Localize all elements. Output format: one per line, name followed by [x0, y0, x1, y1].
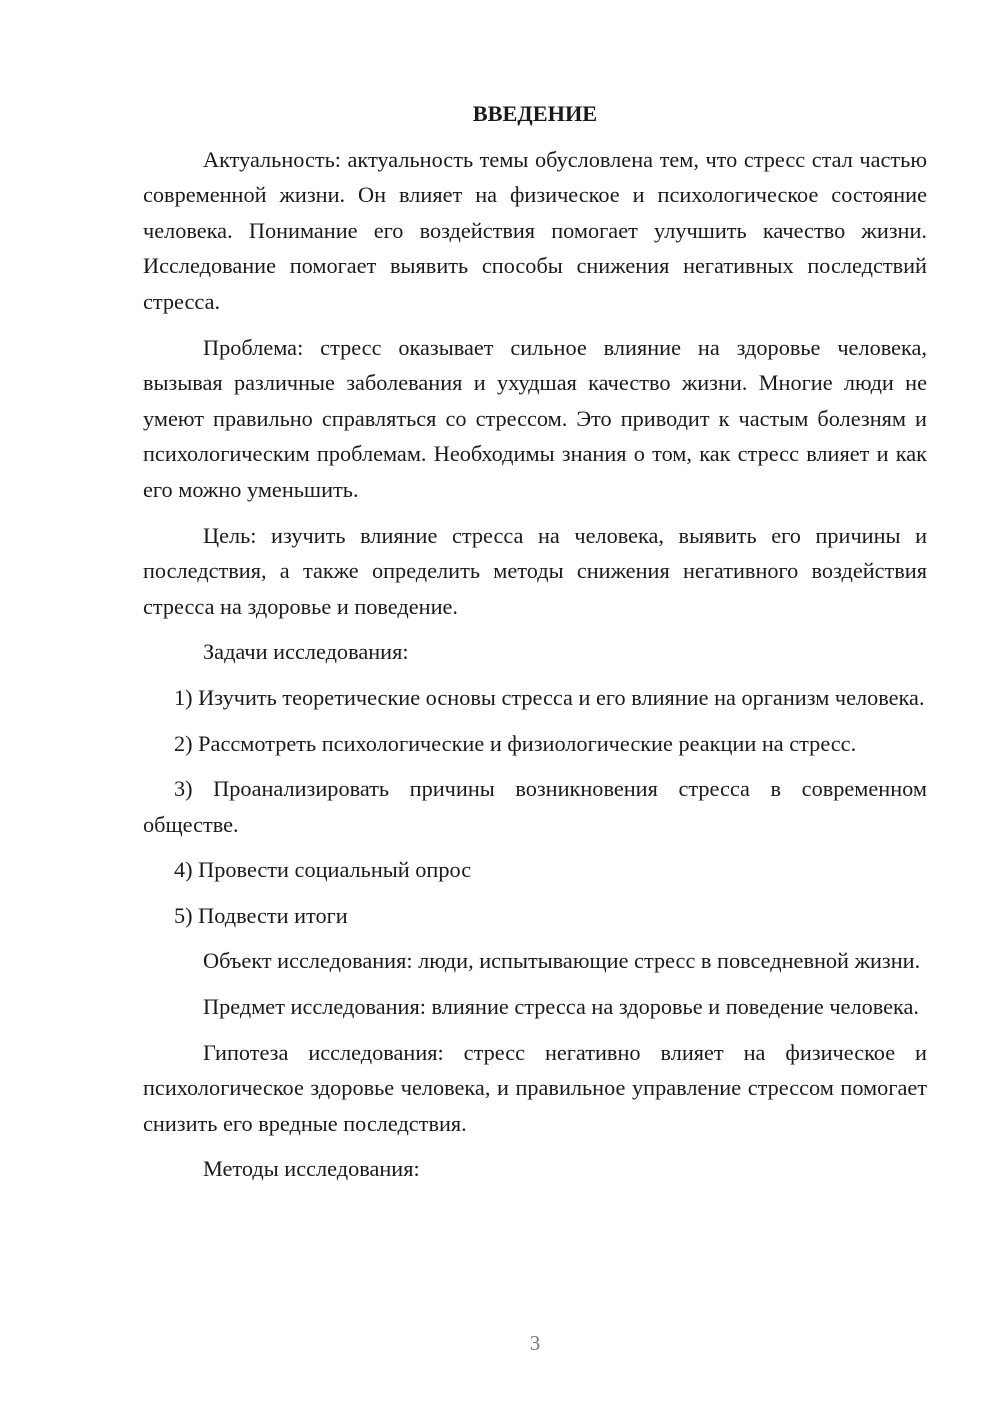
page-number: 3	[529, 1331, 541, 1355]
page-content	[143, 96, 927, 1197]
paragraph-hypothesis: Гипотеза исследования: стресс негативно влияет на физическое и психологическое здоровье человека, и правильное управление стрессом помогает снизить его вредные последствия.	[143, 1039, 927, 1136]
task-item-1: 1) Изучить теоретические основы стресса и его влияние на организм человека.	[174, 684, 925, 710]
task-item-3: 3) Проанализировать причины возникновения стресса в современном обществе.	[143, 776, 927, 837]
paragraph-goal: Цель: изучить влияние стресса на человека, выявить его причины и последствия, а также определить методы снижения негативного воздействия стресса на здоровье и поведение.	[143, 522, 927, 619]
methods-heading: Методы исследования:	[203, 1156, 420, 1182]
paragraph-object: Объект исследования: люди, испытывающие стресс в повседневной жизни.	[203, 948, 921, 974]
task-item-4: 4) Провести социальный опрос	[174, 857, 472, 883]
paragraph-relevance: Актуальность: актуальность темы обусловлена тем, что стресс стал частью современной жизни. Он влияет на физическое и психологическое состояние человека. Понимание его воздействия помогает улучшить качество жизни. Исследование помогает выявить способы снижения негативных последствий стресса.	[143, 146, 927, 314]
paragraph-problem: Проблема: стресс оказывает сильное влияние на здоровье человека, вызывая различные заболевания и ухудшая качество жизни. Многие люди не умеют правильно справляться со стрессом. Это приводит к частым болезням и психологическим проблемам. Необходимы знания о том, как стресс влияет и как его можно уменьшить.	[143, 334, 927, 502]
task-item-5: 5) Подвести итоги	[174, 902, 348, 928]
page-title: ВВЕДЕНИЕ	[472, 101, 598, 126]
tasks-heading: Задачи исследования:	[203, 639, 409, 665]
paragraph-subject: Предмет исследования: влияние стресса на здоровье и поведение человека.	[203, 994, 919, 1020]
task-item-2: 2) Рассмотреть психологические и физиологические реакции на стресс.	[174, 730, 857, 756]
